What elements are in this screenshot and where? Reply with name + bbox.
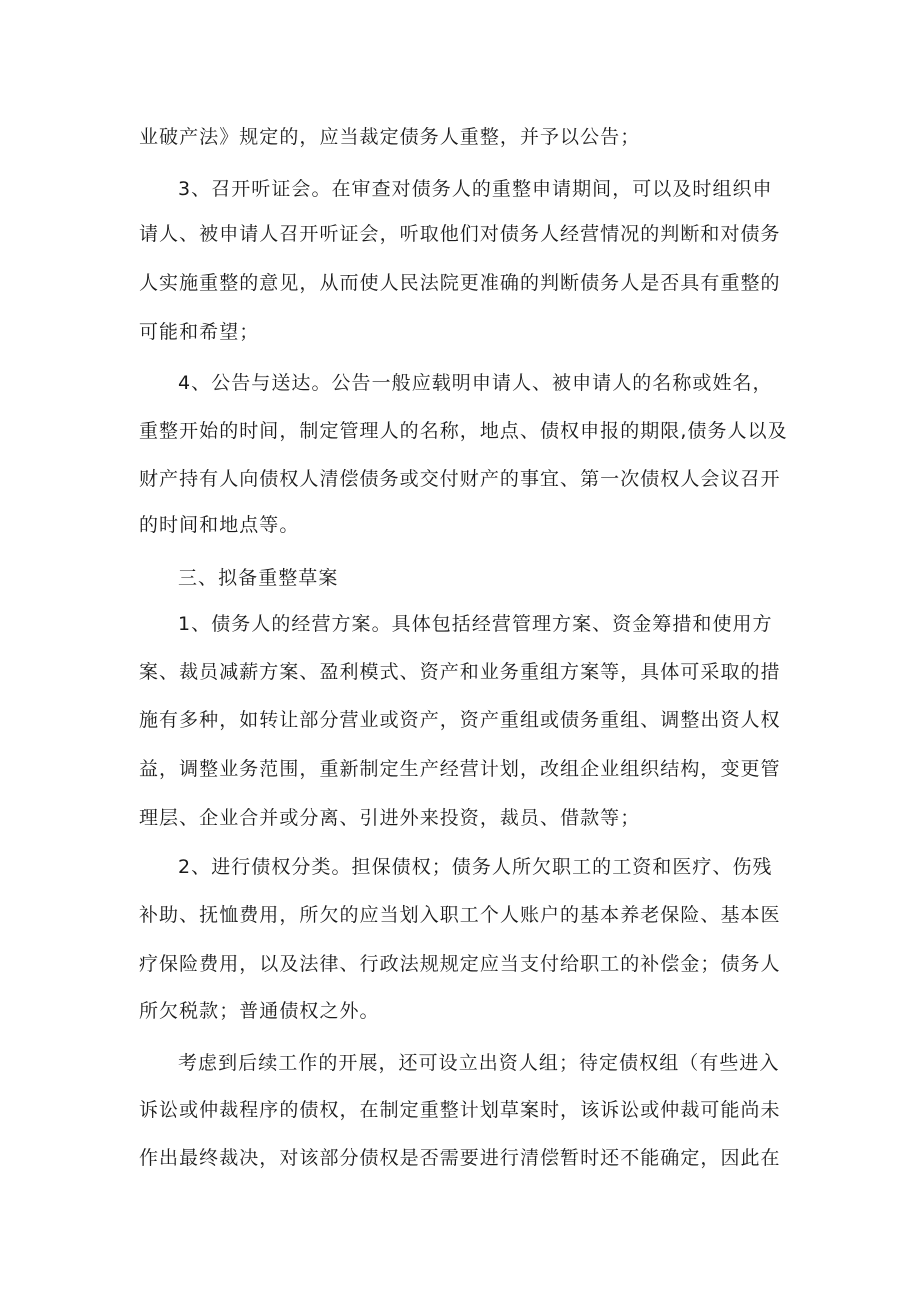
text-line: 可能和希望； [139, 321, 260, 343]
text-line: 补助、抚恤费用，所欠的应当划入职工个人账户的基本养老保险、基本医 [139, 904, 781, 926]
text-line: 理层、企业合并或分离、引进外来投资，裁员、借款等； [139, 807, 641, 829]
text-line: 作出最终裁决，对该部分债权是否需要进行清偿暂时还不能确定，因此在 [139, 1147, 781, 1169]
text-line: 疗保险费用，以及法律、行政法规规定应当支付给职工的补偿金；债务人 [139, 953, 781, 975]
text-line: 施有多种，如转让部分营业或资产，资产重组或债务重组、调整出资人权 [139, 709, 781, 731]
text-line: 的时间和地点等。 [139, 514, 300, 536]
text-line: 益，调整业务范围，重新制定生产经营计划，改组企业组织结构，变更管 [139, 758, 781, 780]
text-line: 2、进行债权分类。担保债权；债务人所欠职工的工资和医疗、伤残 [178, 856, 773, 878]
text-line: 业破产法》规定的，应当裁定债务人重整，并予以公告； [139, 126, 641, 148]
text-line: 诉讼或仲裁程序的债权，在制定重整计划草案时，该诉讼或仲裁可能尚未 [139, 1099, 781, 1121]
text-line: 所欠税款；普通债权之外。 [139, 1000, 380, 1022]
text-line: 4、公告与送达。公告一般应载明申请人、被申请人的名称或姓名， [178, 372, 773, 394]
section-heading: 三、拟备重整草案 [178, 567, 339, 589]
text-line: 案、裁员减薪方案、盈利模式、资产和业务重组方案等，具体可采取的措 [139, 661, 781, 683]
text-line: 人实施重整的意见，从而使人民法院更准确的判断债务人是否具有重整的 [139, 272, 781, 294]
text-line: 3、召开听证会。在审查对债务人的重整申请期间，可以及时组织申 [178, 178, 773, 200]
text-line: 财产持有人向债权人清偿债务或交付财产的事宜、第一次债权人会议召开 [139, 468, 781, 490]
text-line: 考虑到后续工作的开展，还可设立出资人组；待定债权组（有些进入 [178, 1052, 780, 1074]
text-line: 1、债务人的经营方案。具体包括经营管理方案、资金筹措和使用方 [178, 613, 773, 635]
text-line: 重整开始的时间，制定管理人的名称，地点、债权申报的期限,债务人以及 [139, 420, 788, 442]
text-line: 请人、被申请人召开听证会，听取他们对债务人经营情况的判断和对债务 [139, 223, 781, 245]
